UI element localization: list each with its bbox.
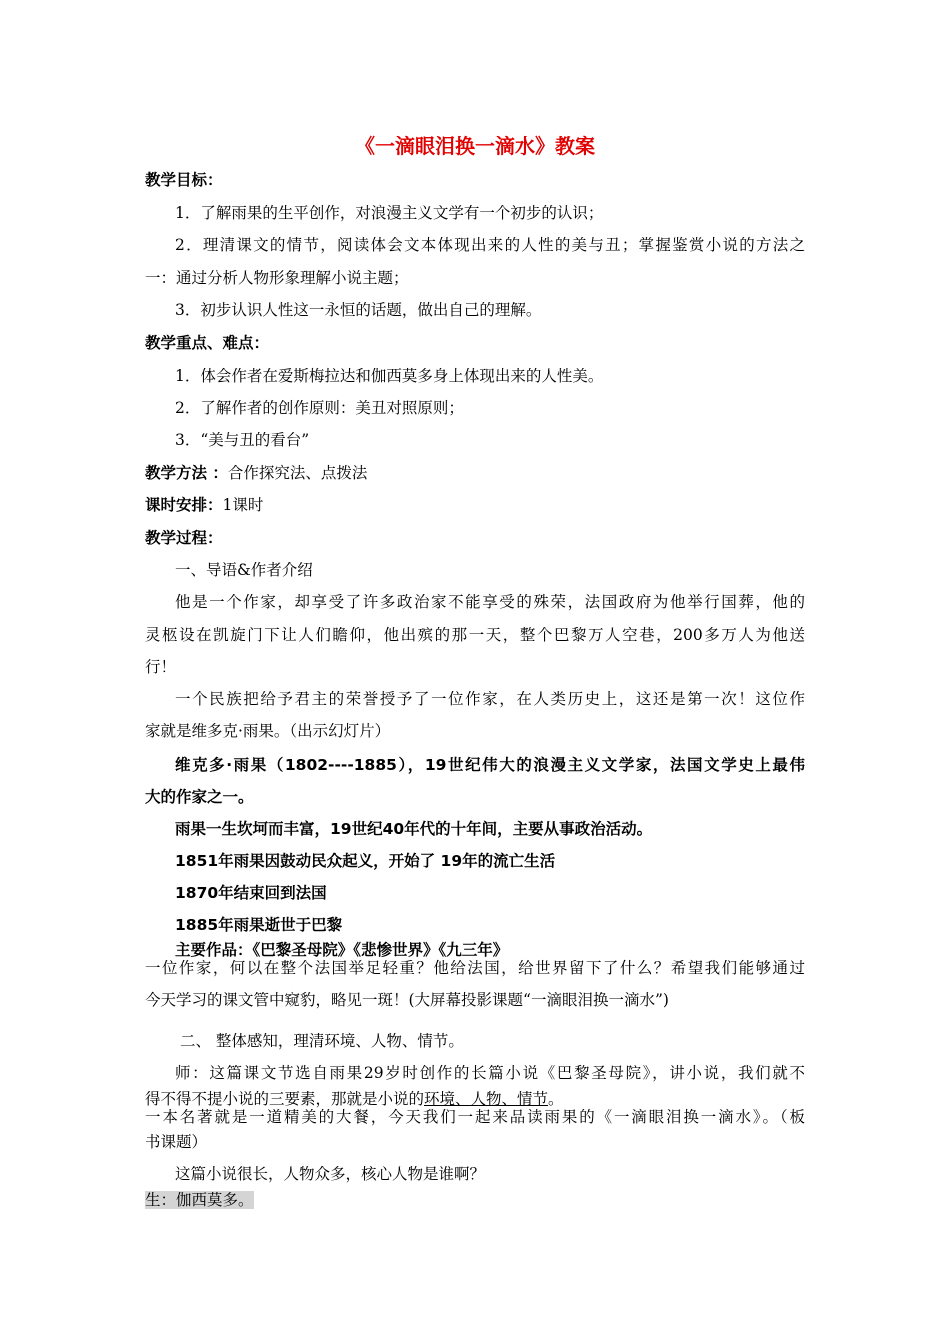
keypoint-2: 2．了解作者的创作原则：美丑对照原则；	[175, 399, 464, 417]
intro-p1-line2: 灵柩设在凯旋门下让人们瞻仰，他出殡的那一天，整个巴黎万人空巷，200多万人为他送	[145, 626, 805, 644]
goal-2-cont: 一：通过分析人物形象理解小说主题；	[145, 269, 409, 287]
bio-line1: 维克多·雨果（1802----1885），19世纪伟大的浪漫主义文学家，法国文学史上最伟	[175, 756, 805, 774]
bio-line6: 1885年雨果逝世于巴黎	[175, 916, 343, 934]
section-2-heading: 二、 整体感知，理清环境、人物、情节。	[180, 1032, 464, 1050]
intro-p1-line1: 他是一个作家，却享受了许多政治家不能享受的殊荣，法国政府为他举行国葬，他的	[175, 593, 805, 611]
intro-p2-line1: 一个民族把给予君主的荣誉授予了一位作家，在人类历史上，这还是第一次！这位作	[175, 690, 805, 708]
para-book-line2: 书课题）	[145, 1133, 208, 1151]
para-book-line1: 一本名著就是一道精美的大餐，今天我们一起来品读雨果的《一滴眼泪换一滴水》。（板	[145, 1108, 805, 1126]
bio-line2: 大的作家之一。	[145, 788, 254, 806]
heading-keypoints: 教学重点、难点：	[145, 334, 270, 352]
teacher-line2	[145, 1089, 564, 1109]
method-label: 教学方法 ：	[145, 464, 228, 482]
document-title: 《一滴眼泪换一滴水》教案	[355, 134, 595, 158]
question-line: 这篇小说很长，人物众多，核心人物是谁啊？	[175, 1165, 486, 1183]
teacher-line2-text: 得不得不提小说的三要素，那就是小说的	[145, 1090, 425, 1108]
section-1-heading: 一、导语&作者介绍	[175, 561, 313, 579]
bio-line3: 雨果一生坎坷而丰富，19世纪40年代的十年间，主要从事政治活动。	[175, 820, 653, 838]
student-answer-text: 生：伽西莫多。	[145, 1191, 254, 1209]
heading-goals: 教学目标：	[145, 171, 223, 189]
keypoint-3: 3．“美与丑的看台”	[175, 431, 310, 449]
para-line2: 今天学习的课文管中窥豹，略见一斑！(大屏幕投影课题“一滴眼泪换一滴水”)	[145, 991, 669, 1009]
student-answer	[145, 1190, 254, 1210]
teacher-line1: 师：这篇课文节选自雨果29岁时创作的长篇小说《巴黎圣母院》，讲小说，我们就不	[175, 1064, 805, 1082]
method-value: 合作探究法、点拨法	[227, 464, 368, 482]
method-row	[145, 463, 367, 483]
goal-3: 3．初步认识人性这一永恒的话题，做出自己的理解。	[175, 301, 542, 319]
hours-row	[145, 495, 263, 515]
teacher-line2-end: 。	[548, 1090, 564, 1108]
keypoint-1: 1．体会作者在爱斯梅拉达和伽西莫多身上体现出来的人性美。	[175, 367, 604, 385]
intro-p1-line3: 行！	[145, 658, 177, 676]
para-line1: 一位作家，何以在整个法国举足轻重？他给法国，给世界留下了什么？希望我们能够通过	[145, 959, 805, 977]
heading-process: 教学过程：	[145, 529, 223, 547]
goal-2: 2．理清课文的情节，阅读体会文本体现出来的人性的美与丑；掌握鉴赏小说的方法之	[175, 236, 805, 254]
teacher-line2-underlined: 环境、人物、情节	[424, 1090, 549, 1108]
bio-works: 主要作品：《巴黎圣母院》《悲惨世界》《九三年》	[175, 941, 509, 959]
bio-line5: 1870年结束回到法国	[175, 884, 327, 902]
goal-1: 1．了解雨果的生平创作，对浪漫主义文学有一个初步的认识；	[175, 204, 604, 222]
hours-value: 1课时	[222, 496, 264, 514]
hours-label: 课时安排：	[145, 496, 223, 514]
bio-line4: 1851年雨果因鼓动民众起义，开始了 19年的流亡生活	[175, 852, 556, 870]
intro-p2-line2: 家就是维多克·雨果。（出示幻灯片）	[145, 722, 391, 740]
